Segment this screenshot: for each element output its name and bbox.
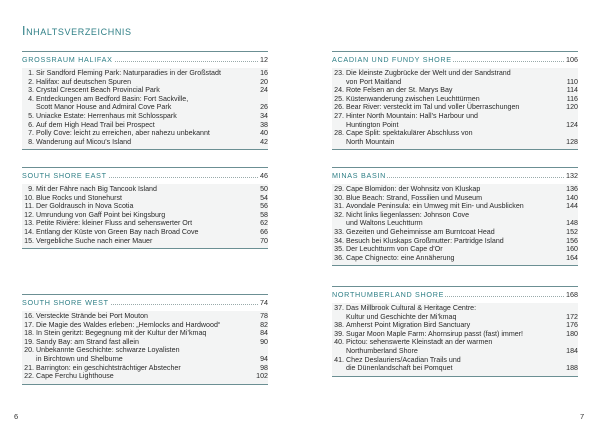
entry-title-line: und Waltons Leuchtturm [346,219,423,228]
toc-entry[interactable] [332,194,578,203]
toc-entry[interactable] [22,329,268,338]
toc-entry[interactable] [332,356,578,373]
section-page: 106 [566,55,578,64]
entry-title-line: Northumberland Shore [346,346,418,355]
toc-entry[interactable] [22,202,268,211]
entry-title-line: Entlang der Küste von Green Bay nach Broad Cove [36,227,199,236]
entry-page: 70 [260,236,268,245]
entry-page: 148 [566,219,578,228]
entry-number: 31. [334,202,344,211]
toc-title: Inhaltsverzeichnis [22,24,132,38]
entry-title-line: die Dünenlandschaft bei Pomquet [346,364,453,373]
page-number-left: 6 [14,412,19,421]
entry-page: 20 [260,77,268,86]
entry-number: 35. [334,245,344,254]
entry-title-line: North Mountain [346,137,395,146]
toc-section [332,167,578,266]
entry-page: 78 [260,312,268,320]
entry-title-line: Rote Felsen an der St. Marys Bay [346,86,453,95]
entry-number: 23. [334,69,344,77]
entry-number: 2. [28,77,34,86]
entry-page: 58 [260,210,268,219]
entry-page: 144 [566,202,578,211]
toc-entry[interactable] [332,254,578,263]
entry-number: 16. [24,312,34,320]
entry-number: 11. [24,202,34,211]
entry-title-line: Cape Chignecto: eine Annäherung [346,253,455,262]
entry-page: 156 [566,236,578,245]
toc-entry[interactable] [332,330,578,339]
section-header [22,51,268,67]
toc-entry[interactable] [332,86,578,95]
section-entries [332,68,578,150]
entry-title-line: Uniacke Estate: Herrenhaus mit Schlosspark [36,111,177,120]
entry-number: 27. [334,111,344,120]
toc-entry[interactable] [332,228,578,237]
entry-number: 21. [24,363,34,372]
page-number-right: 7 [580,412,585,421]
entry-page: 16 [260,69,268,77]
section-entries [332,303,578,377]
entry-number: 8. [28,137,34,146]
entry-page: 128 [566,137,578,146]
entry-title-line: Umrundung von Gaff Point bei Kingsburg [36,210,166,219]
section-header [332,51,578,67]
toc-section [22,167,268,249]
entry-title-line: Crystal Crescent Beach Provincial Park [36,86,160,95]
toc-entry[interactable] [332,185,578,194]
entry-number: 30. [334,193,344,202]
entry-page: 176 [566,321,578,330]
entry-title-line: Chez Deslauriers/Acadian Trails und [346,355,461,364]
section-header [22,167,268,183]
entry-number: 19. [24,337,34,346]
entry-title-line: Barrington: ein geschichtsträchtiger Abstecher [36,363,181,372]
toc-entry[interactable] [22,86,268,95]
section-page: 46 [260,171,268,180]
entry-number: 24. [334,86,344,95]
toc-entry[interactable] [332,69,578,86]
entry-page: 172 [566,312,578,321]
section-entries [22,68,268,150]
entry-number: 17. [24,320,34,329]
toc-entry[interactable] [332,129,578,146]
toc-entry[interactable] [332,304,578,321]
entry-number: 1. [28,69,34,77]
toc-section [332,51,578,150]
entry-page: 54 [260,193,268,202]
entry-title-line: Pictou: sehenswerte Kleinstadt an der warmen [346,338,493,347]
entry-page: 102 [256,372,268,381]
entry-page: 40 [260,129,268,138]
entry-title-line: Cape Ferchu Lighthouse [36,372,114,381]
entry-page: 180 [566,329,578,338]
entry-title-line: Unbekannte Geschichte: schwarze Loyalisten [36,346,180,355]
entry-title-line: Gezeiten und Geheimnisse am Burntcoat Head [346,227,495,236]
section-page: 168 [566,290,578,299]
toc-entry[interactable] [22,138,268,147]
entry-title-line: Petite Rivière: kleiner Fluss and sehenswerter Ort [36,219,193,228]
toc-entry[interactable] [22,219,268,228]
entry-title-line: von Port Maitland [346,77,402,86]
entry-page: 42 [260,137,268,146]
toc-entry[interactable] [22,112,268,121]
entry-page: 66 [260,227,268,236]
toc-entry[interactable] [332,245,578,254]
toc-entry[interactable] [22,228,268,237]
entry-number: 38. [334,321,344,330]
entry-number: 12. [24,210,34,219]
section-name: SOUTH SHORE WEST [22,298,109,307]
toc-entry[interactable] [332,112,578,129]
entry-number: 25. [334,94,344,103]
section-name: MINAS BASIN [332,171,387,180]
entry-title-line: Der Leuchtturm von Cape d’Or [346,245,443,254]
entry-number: 22. [24,372,34,381]
section-name: GROSSRAUM HALIFAX [22,55,113,64]
entry-title-line: Auf dem High Head Trail bei Prospect [36,120,155,129]
toc-entry[interactable] [332,237,578,246]
toc-entry[interactable] [22,237,268,246]
toc-entry[interactable] [22,211,268,220]
toc-entry[interactable] [332,338,578,355]
toc-entry[interactable] [332,211,578,228]
entry-page: 164 [566,253,578,262]
entry-title-line: Vergebliche Suche nach einer Mauer [36,236,153,245]
toc-entry[interactable] [22,338,268,347]
toc-entry[interactable] [332,103,578,112]
entry-page: 124 [566,120,578,129]
entry-number: 20. [24,346,34,355]
toc-entry[interactable] [22,121,268,130]
section-entries [22,311,268,385]
entry-title-line: Hinter North Mountain: Hall’s Harbour und [346,111,478,120]
entry-page: 62 [260,219,268,228]
entry-number: 4. [28,94,34,103]
entry-page: 116 [566,94,578,103]
entry-number: 28. [334,129,344,138]
entry-page: 160 [566,245,578,254]
entry-title-line: Cape Blomidon: der Wohnsitz von Kluskap [346,185,481,193]
entry-number: 33. [334,227,344,236]
entry-page: 110 [566,77,578,86]
toc-section [22,51,268,150]
entry-number: 5. [28,111,34,120]
section-entries [332,184,578,266]
entry-title-line: Mit der Fähre nach Big Tancook Island [36,185,157,193]
entry-page: 56 [260,202,268,211]
entry-title-line: Besuch bei Kluskaps Großmutter: Partridge Island [346,236,504,245]
entry-title-line: Scott Manor House and Admiral Cove Park [36,103,172,112]
toc-entry[interactable] [22,321,268,330]
section-page: 12 [260,55,268,64]
entry-page: 114 [566,86,578,95]
section-name: ACADIAN UND FUNDY SHORE [332,55,452,64]
entry-number: 34. [334,236,344,245]
entry-number: 14. [24,227,34,236]
entry-number: 7. [28,129,34,138]
entry-number: 39. [334,329,344,338]
entry-title-line: Versteckte Strände bei Port Mouton [36,312,148,320]
entry-title-line: Sir Sandford Fleming Park: Naturparadies in der Großstadt [36,69,221,77]
entry-page: 90 [260,337,268,346]
entry-title-line: Amherst Point Migration Bird Sanctuary [346,321,471,330]
entry-number: 3. [28,86,34,95]
toc-entry[interactable] [22,194,268,203]
section-name: NORTHUMBERLAND SHORE [332,290,445,299]
entry-title-line: Bear River: versteckt im Tal und voller Überraschungen [346,103,520,112]
entry-title-line: Avondale Peninsula: ein Umweg mit Ein- und Ausblicken [346,202,524,211]
section-header [332,167,578,183]
entry-number: 13. [24,219,34,228]
entry-page: 140 [566,193,578,202]
toc-entry[interactable] [22,346,268,363]
entry-number: 18. [24,329,34,338]
entry-page: 120 [566,103,578,112]
entry-title-line: Blue Beach: Strand, Fossilien und Museum [346,193,483,202]
entry-page: 152 [566,227,578,236]
entry-number: 37. [334,304,344,312]
toc-entry[interactable] [332,202,578,211]
entry-title-line: Huntington Point [346,120,399,129]
entry-number: 40. [334,338,344,347]
entry-title-line: Die kleinste Zugbrücke der Welt und der Sandstrand [346,69,511,77]
entry-title-line: Sugar Moon Maple Farm: Ahornsirup passt (fast) immer! [346,329,524,338]
entry-title-line: Wanderung auf Micou’s Island [36,137,132,146]
toc-section [332,286,578,377]
toc-entry[interactable] [22,372,268,381]
section-entries [22,184,268,249]
entry-page: 34 [260,111,268,120]
entry-title-line: Entdeckungen am Bedford Basin: Fort Sackville, [36,94,189,103]
toc-entry[interactable] [22,185,268,194]
entry-title-line: Blue Rocks und Stonehurst [36,193,122,202]
section-page: 132 [566,171,578,180]
entry-page: 50 [260,185,268,193]
entry-number: 26. [334,103,344,112]
entry-title-line: Halifax: auf deutschen Spuren [36,77,132,86]
entry-title-line: Das Millbrook Cultural & Heritage Centre: [346,304,477,312]
entry-title-line: Nicht links liegenlassen: Johnson Cove [346,210,470,219]
entry-title-line: Kultur und Geschichte der Mi’kmaq [346,312,457,321]
toc-entry[interactable] [22,364,268,373]
entry-page: 188 [566,364,578,373]
section-page: 74 [260,298,268,307]
toc-entry[interactable] [22,69,268,78]
entry-title-line: Sandy Bay: am Strand fast allein [36,337,139,346]
entry-number: 32. [334,210,344,219]
entry-title-line: Cape Split: spektakulärer Abschluss von [346,129,473,138]
entry-page: 26 [260,103,268,112]
entry-number: 6. [28,120,34,129]
entry-title-line: In Stein geritzt: Begegnung mit der Kultur der Mi’kmaq [36,329,207,338]
toc-entry[interactable] [332,95,578,104]
entry-number: 15. [24,236,34,245]
entry-number: 29. [334,185,344,193]
entry-title-line: in Birchtown und Shelburne [36,354,123,363]
entry-title-line: Küstenwanderung zwischen Leuchttürmen [346,94,480,103]
entry-page: 84 [260,329,268,338]
section-name: SOUTH SHORE EAST [22,171,107,180]
toc-entry[interactable] [22,78,268,87]
toc-entry[interactable] [332,321,578,330]
entry-number: 10. [24,193,34,202]
toc-section [22,294,268,385]
entry-title-line: Polly Cove: leicht zu erreichen, aber nahezu unbekannt [36,129,210,138]
entry-page: 24 [260,86,268,95]
section-header [332,286,578,302]
entry-title-line: Die Magie des Waldes erleben: „Hemlocks and Hardwood“ [36,320,221,329]
toc-entry[interactable] [22,95,268,112]
entry-page: 184 [566,346,578,355]
entry-number: 36. [334,253,344,262]
entry-page: 136 [566,185,578,193]
entry-title-line: Der Goldrausch in Nova Scotia [36,202,134,211]
entry-number: 41. [334,355,344,364]
entry-number: 9. [28,185,34,193]
section-header [22,294,268,310]
entry-page: 82 [260,320,268,329]
entry-page: 94 [260,354,268,363]
entry-page: 38 [260,120,268,129]
toc-entry[interactable] [22,312,268,321]
entry-page: 98 [260,363,268,372]
toc-entry[interactable] [22,129,268,138]
